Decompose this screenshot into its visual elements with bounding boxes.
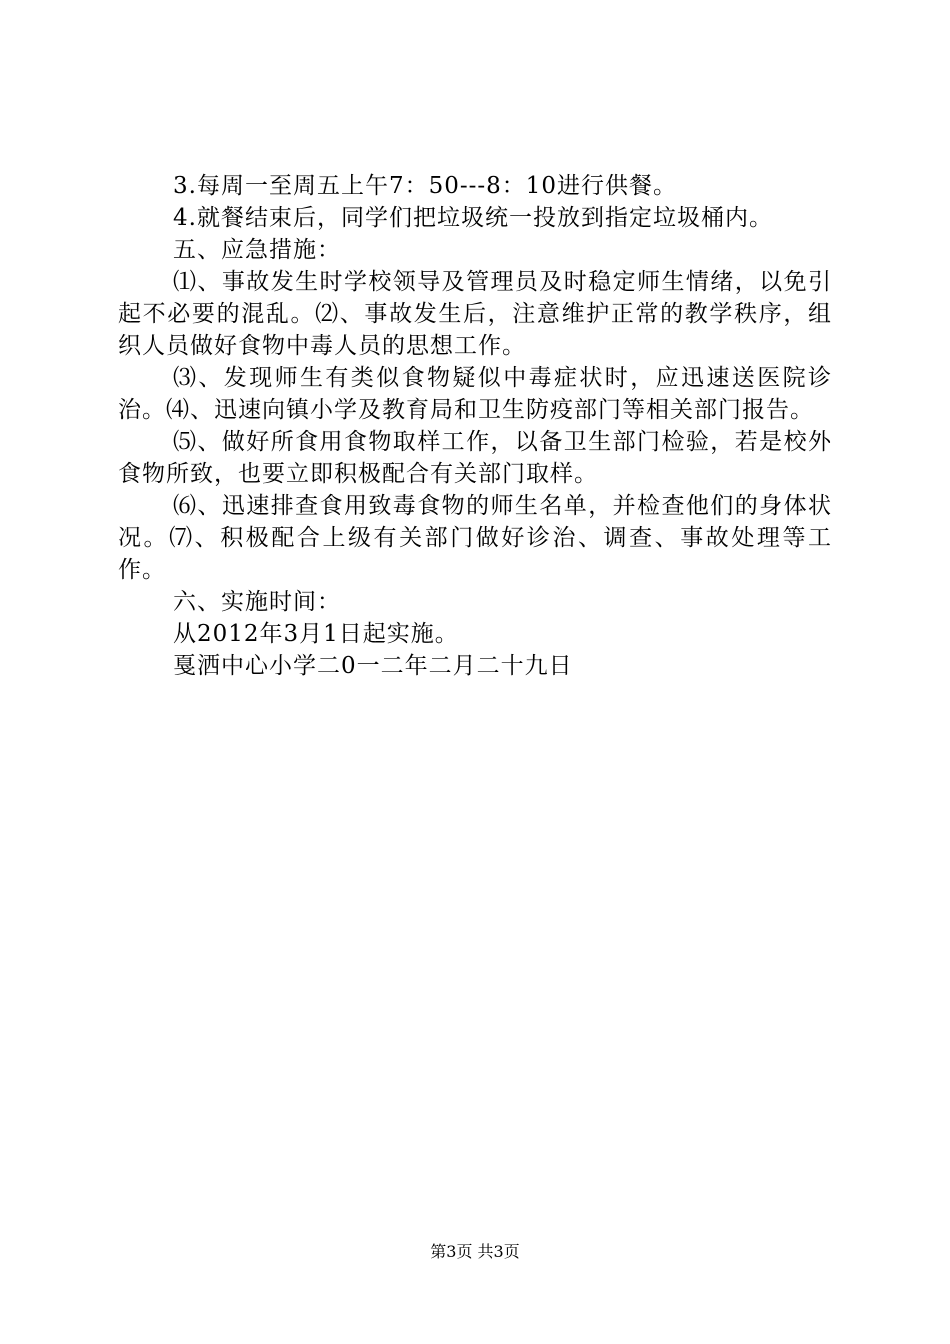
paragraph-measures-1-2: ⑴、事故发生时学校领导及管理员及时稳定师生情绪，以免引起不必要的混乱。⑵、事故发生后，注意维护正常的教学秩序，组织人员做好食物中毒人员的思想工作。: [118, 269, 832, 359]
section-heading-implementation-time: 六、实施时间：: [173, 589, 341, 615]
paragraph-measures-6-7: ⑹、迅速排查食用致毒食物的师生名单，并检查他们的身体状况。⑺、积极配合上级有关部门做好诊治、调查、事故处理等工作。: [118, 493, 832, 583]
paragraph-serving-time: 3.每周一至周五上午7：50---8：10进行供餐。: [173, 173, 678, 199]
section-heading-emergency-measures: 五、应急措施：: [173, 237, 341, 263]
signature-line: 戛洒中心小学二0一二年二月二十九日: [173, 653, 573, 679]
paragraph-garbage-disposal: 4.就餐结束后，同学们把垃圾统一投放到指定垃圾桶内。: [173, 205, 773, 231]
page-number: 第3页 共3页: [430, 1242, 520, 1261]
paragraph-effective-date: 从2012年3月1日起实施。: [173, 621, 459, 647]
paragraph-measures-3-4: ⑶、发现师生有类似食物疑似中毒症状时，应迅速送医院诊治。⑷、迅速向镇小学及教育局和卫生防疫部门等相关部门报告。: [118, 365, 832, 423]
document-body: [118, 170, 832, 682]
page-footer: [0, 1240, 950, 1264]
paragraph-measure-5: ⑸、做好所食用食物取样工作，以备卫生部门检验，若是校外食物所致，也要立即积极配合有关部门取样。: [118, 429, 832, 487]
